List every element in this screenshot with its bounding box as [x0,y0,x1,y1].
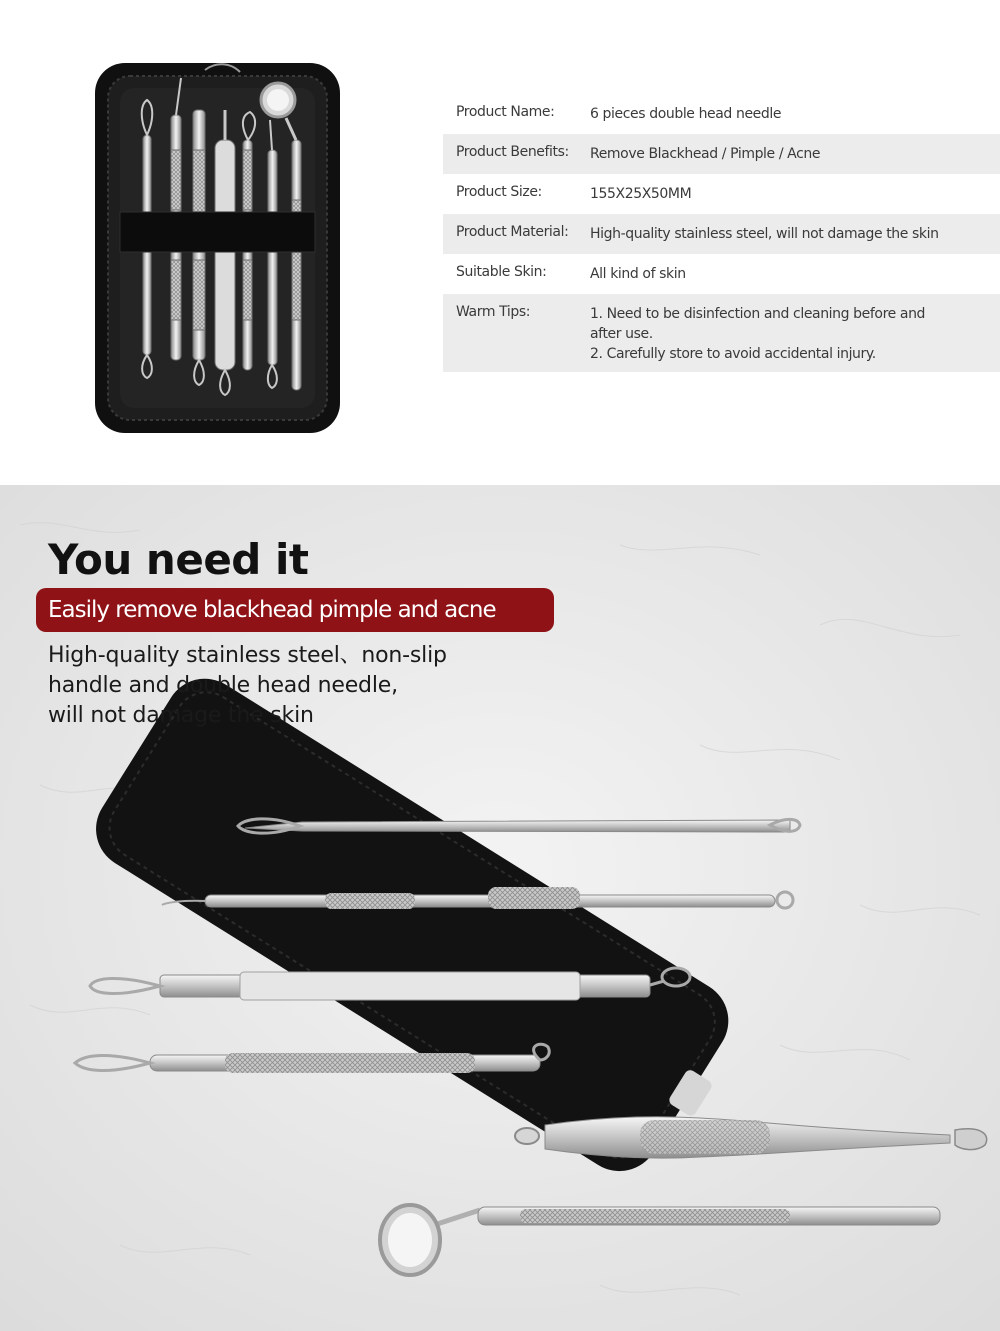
spec-value: 155X25X50MM [590,186,692,202]
tip-line: 1. Need to be disinfection and cleaning before and [590,306,926,322]
spec-row [443,174,1000,214]
spec-table [443,94,1000,372]
promo-banner [36,588,554,632]
spec-value: 6 pieces double head needle [590,106,782,122]
spec-value-tips [590,294,1000,372]
spec-label: Product Name: [456,104,555,120]
spec-row [443,94,1000,134]
product-spec-section [0,0,1000,485]
description-line: handle and double head needle, [48,673,398,698]
spec-row [443,254,1000,294]
spec-value: All kind of skin [590,266,686,282]
spec-label: Product Benefits: [456,144,569,160]
spec-label: Product Material: [456,224,569,240]
description-line: High-quality stainless steel、non-slip [48,643,447,668]
spec-label: Suitable Skin: [456,264,547,280]
spec-row [443,294,1000,372]
spec-value: Remove Blackhead / Pimple / Acne [590,146,821,162]
promo-banner-text: Easily remove blackhead pimple and acne [48,597,496,623]
spec-label: Warm Tips: [456,304,531,320]
spec-row [443,214,1000,254]
spec-value: High-quality stainless steel, will not damage the skin [590,226,939,242]
description-line: will not damage the skin [48,703,314,728]
spec-label: Product Size: [456,184,542,200]
spec-row [443,134,1000,174]
tool-kit-image [0,0,440,485]
tip-line: after use. [590,326,653,342]
promo-description [48,641,447,731]
promo-headline: You need it [48,535,309,584]
tip-line: 2. Carefully store to avoid accidental injury. [590,346,876,362]
promo-section [0,485,1000,1331]
